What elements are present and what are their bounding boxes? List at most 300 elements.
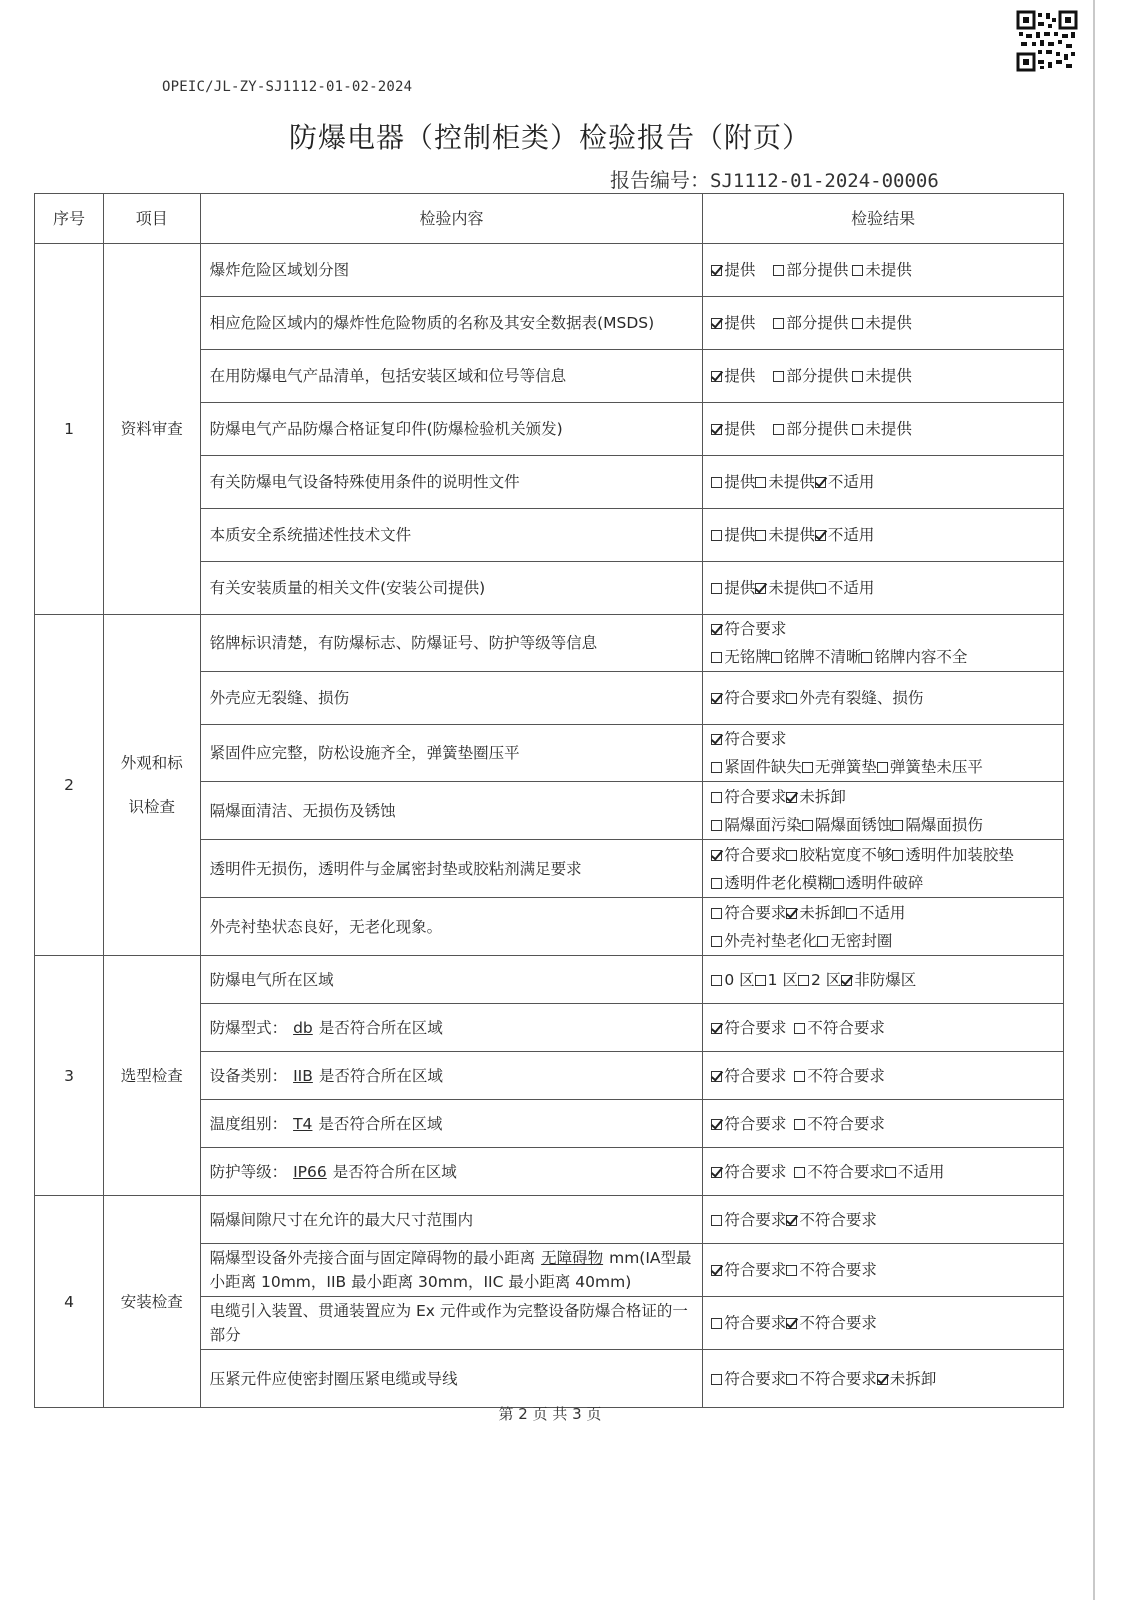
result-option-label: 符合要求 bbox=[724, 730, 787, 748]
header-result: 检验结果 bbox=[703, 194, 1064, 244]
result-option[interactable] bbox=[711, 1314, 786, 1332]
result-option-label: 提供 bbox=[724, 261, 756, 279]
checked-box-icon[interactable] bbox=[711, 693, 722, 704]
inspection-result bbox=[703, 1004, 1064, 1052]
result-option[interactable] bbox=[798, 971, 841, 989]
result-option[interactable] bbox=[711, 874, 833, 892]
content-fill-value: 无障碍物 bbox=[541, 1249, 604, 1267]
unchecked-box-icon[interactable] bbox=[711, 1374, 722, 1385]
result-option[interactable] bbox=[711, 1211, 786, 1229]
result-line bbox=[711, 783, 1054, 811]
result-option-label: 提供 bbox=[724, 367, 756, 385]
result-option-label: 部分提供 bbox=[786, 261, 849, 279]
result-line bbox=[711, 725, 1054, 753]
result-option-label: 提供 bbox=[724, 420, 756, 438]
result-option-label: 未拆卸 bbox=[799, 787, 846, 806]
unchecked-box-icon[interactable] bbox=[755, 477, 766, 488]
inspection-result bbox=[703, 1350, 1064, 1408]
section-item bbox=[104, 1196, 201, 1408]
unchecked-box-icon[interactable] bbox=[773, 318, 784, 329]
result-option[interactable] bbox=[852, 420, 912, 438]
result-option[interactable] bbox=[802, 816, 893, 834]
result-option-label: 不符合要求 bbox=[807, 1114, 885, 1133]
result-option[interactable] bbox=[802, 758, 877, 776]
inspection-content bbox=[200, 456, 703, 509]
content-text: 有关防爆电气设备特殊使用条件的说明性文件 bbox=[209, 473, 520, 491]
result-option[interactable] bbox=[711, 1163, 786, 1181]
result-option[interactable] bbox=[786, 1314, 877, 1332]
inspection-result bbox=[703, 725, 1064, 782]
content-prefix: 隔爆型设备外壳接合面与固定障碍物的最小距离 bbox=[209, 1249, 536, 1267]
unchecked-box-icon[interactable] bbox=[852, 318, 863, 329]
result-option[interactable] bbox=[711, 904, 786, 922]
result-option[interactable] bbox=[771, 648, 862, 666]
result-option[interactable] bbox=[877, 758, 983, 776]
checked-box-icon[interactable] bbox=[841, 975, 852, 986]
result-option-label: 提供 bbox=[724, 579, 756, 597]
result-line bbox=[711, 869, 1054, 897]
checked-box-icon[interactable] bbox=[815, 477, 826, 488]
content-prefix: 设备类别： bbox=[209, 1066, 288, 1085]
unchecked-box-icon[interactable] bbox=[798, 975, 809, 986]
section-number: 4 bbox=[35, 1196, 104, 1408]
result-option[interactable] bbox=[711, 648, 771, 666]
content-suffix: 是否符合所在区域 bbox=[318, 1066, 443, 1085]
result-option[interactable] bbox=[711, 1370, 786, 1388]
unchecked-box-icon[interactable] bbox=[711, 936, 722, 947]
unchecked-box-icon[interactable] bbox=[711, 820, 722, 831]
result-option-label: 不适用 bbox=[858, 903, 906, 922]
checked-box-icon[interactable] bbox=[711, 1023, 722, 1034]
page-edge-stamp bbox=[1093, 0, 1101, 1600]
checked-box-icon[interactable] bbox=[711, 1265, 722, 1276]
unchecked-box-icon[interactable] bbox=[794, 1119, 805, 1130]
result-line bbox=[711, 841, 1054, 869]
result-option[interactable] bbox=[711, 1115, 786, 1133]
result-option-label: 符合要求 bbox=[724, 689, 787, 707]
result-option[interactable] bbox=[711, 758, 802, 776]
content-fill-value: IP66 bbox=[293, 1162, 327, 1181]
checked-box-icon[interactable] bbox=[877, 1374, 888, 1385]
content-suffix: mm(IA型最小距离 10mm，IIB 最小距离 30mm，IIC 最小距离 40mm) bbox=[209, 1249, 692, 1291]
inspection-content bbox=[200, 562, 703, 615]
table-row bbox=[35, 615, 1064, 672]
inspection-result bbox=[703, 350, 1064, 403]
result-option[interactable] bbox=[711, 730, 786, 748]
checked-box-icon[interactable] bbox=[711, 1119, 722, 1130]
result-option-label: 1 区 bbox=[767, 970, 798, 989]
inspection-result bbox=[703, 403, 1064, 456]
inspection-table bbox=[34, 193, 1064, 1408]
result-option[interactable] bbox=[852, 314, 912, 332]
inspection-result bbox=[703, 562, 1064, 615]
result-option-label: 符合要求 bbox=[724, 1114, 787, 1133]
result-option-label: 未提供 bbox=[865, 420, 912, 438]
result-option-label: 符合要求 bbox=[724, 845, 787, 864]
content-text: 相应危险区域内的爆炸性危险物质的名称及其安全数据表(MSDS) bbox=[209, 314, 655, 332]
checked-box-icon[interactable] bbox=[755, 583, 766, 594]
unchecked-box-icon[interactable] bbox=[852, 424, 863, 435]
unchecked-box-icon[interactable] bbox=[755, 975, 766, 986]
result-option-label: 不适用 bbox=[827, 473, 875, 491]
result-option-label: 铭牌不清晰 bbox=[783, 648, 862, 666]
content-text: 压紧元件应使密封圈压紧电缆或导线 bbox=[209, 1369, 458, 1388]
result-option[interactable] bbox=[755, 971, 798, 989]
result-option[interactable] bbox=[711, 420, 755, 438]
result-option-label: 不符合要求 bbox=[807, 1162, 885, 1181]
content-text: 有关安装质量的相关文件(安装公司提供) bbox=[209, 579, 486, 597]
result-option[interactable] bbox=[794, 1115, 885, 1133]
unchecked-box-icon[interactable] bbox=[711, 975, 722, 986]
inspection-content bbox=[200, 1196, 703, 1244]
content-prefix: 防爆型式： bbox=[209, 1018, 288, 1037]
checked-box-icon[interactable] bbox=[786, 908, 797, 919]
result-option[interactable] bbox=[711, 971, 754, 989]
content-fill-value: db bbox=[293, 1018, 313, 1037]
inspection-content bbox=[200, 1297, 703, 1350]
result-option[interactable] bbox=[892, 816, 983, 834]
result-option-label: 符合要求 bbox=[724, 1369, 787, 1388]
result-option-label: 外壳衬垫老化 bbox=[724, 931, 818, 950]
unchecked-box-icon[interactable] bbox=[711, 878, 722, 889]
result-option-label: 不符合要求 bbox=[799, 1314, 877, 1332]
qr-code bbox=[1016, 10, 1078, 72]
checked-box-icon[interactable] bbox=[786, 1318, 797, 1329]
unchecked-box-icon[interactable] bbox=[846, 908, 857, 919]
content-text: 紧固件应完整，防松设施齐全，弹簧垫圈压平 bbox=[209, 744, 520, 762]
unchecked-box-icon[interactable] bbox=[711, 792, 722, 803]
checked-box-icon[interactable] bbox=[711, 265, 722, 276]
unchecked-box-icon[interactable] bbox=[794, 1023, 805, 1034]
result-option[interactable] bbox=[833, 874, 924, 892]
unchecked-box-icon[interactable] bbox=[892, 820, 903, 831]
result-option-label: 不符合要求 bbox=[799, 1369, 877, 1388]
inspection-content bbox=[200, 244, 703, 297]
content-text: 本质安全系统描述性技术文件 bbox=[209, 526, 412, 544]
result-option-label: 铭牌内容不全 bbox=[874, 648, 968, 666]
checked-box-icon[interactable] bbox=[711, 850, 722, 861]
section-item bbox=[104, 244, 201, 615]
section-item-line: 安装检查 bbox=[120, 1292, 183, 1311]
result-option-label: 隔爆面锈蚀 bbox=[814, 815, 893, 834]
result-option-label: 未提供 bbox=[865, 367, 912, 385]
result-option-label: 不适用 bbox=[827, 579, 875, 597]
result-option-label: 不符合要求 bbox=[807, 1066, 885, 1085]
result-option-label: 提供 bbox=[724, 473, 756, 491]
result-option[interactable] bbox=[711, 473, 755, 491]
result-option-label: 未提供 bbox=[865, 261, 912, 279]
table-row bbox=[35, 956, 1064, 1004]
result-option-label: 部分提供 bbox=[786, 367, 849, 385]
result-option-label: 透明件加装胶垫 bbox=[905, 845, 1014, 864]
result-option[interactable] bbox=[815, 526, 875, 544]
checked-box-icon[interactable] bbox=[711, 624, 722, 635]
result-option[interactable] bbox=[755, 579, 815, 597]
result-option-label: 部分提供 bbox=[786, 420, 849, 438]
content-suffix: 是否符合所在区域 bbox=[318, 1018, 443, 1037]
checked-box-icon[interactable] bbox=[786, 792, 797, 803]
unchecked-box-icon[interactable] bbox=[711, 477, 722, 488]
section-number: 1 bbox=[35, 244, 104, 615]
inspection-content bbox=[200, 350, 703, 403]
section-item-line: 识检查 bbox=[128, 798, 176, 816]
result-option-label: 提供 bbox=[724, 314, 756, 332]
result-option[interactable] bbox=[794, 1163, 885, 1181]
result-option-label: 外壳有裂缝、损伤 bbox=[799, 689, 924, 707]
inspection-content bbox=[200, 672, 703, 725]
unchecked-box-icon[interactable] bbox=[815, 583, 826, 594]
result-option-label: 未拆卸 bbox=[889, 1369, 937, 1388]
unchecked-box-icon[interactable] bbox=[861, 652, 872, 663]
unchecked-box-icon[interactable] bbox=[852, 265, 863, 276]
result-option[interactable] bbox=[815, 473, 875, 491]
inspection-result bbox=[703, 782, 1064, 840]
result-option-label: 未提供 bbox=[768, 526, 815, 544]
content-text: 防爆电气产品防爆合格证复印件(防爆检验机关颁发) bbox=[209, 420, 563, 438]
result-option[interactable] bbox=[794, 1019, 885, 1037]
result-option-label: 不符合要求 bbox=[799, 1261, 877, 1279]
result-option[interactable] bbox=[773, 314, 848, 332]
result-line bbox=[711, 811, 1054, 839]
table-row bbox=[35, 1196, 1064, 1244]
result-option-label: 未提供 bbox=[768, 579, 815, 597]
inspection-content bbox=[200, 898, 703, 956]
section-item bbox=[104, 615, 201, 956]
content-text: 隔爆间隙尺寸在允许的最大尺寸范围内 bbox=[209, 1210, 474, 1229]
unchecked-box-icon[interactable] bbox=[786, 693, 797, 704]
section-item-line: 选型检查 bbox=[120, 1066, 183, 1085]
result-option-label: 不符合要求 bbox=[807, 1018, 885, 1037]
unchecked-box-icon[interactable] bbox=[786, 1374, 797, 1385]
unchecked-box-icon[interactable] bbox=[786, 1265, 797, 1276]
result-option-label: 不符合要求 bbox=[799, 1210, 877, 1229]
report-number-value: SJ1112-01-2024-00006 bbox=[710, 170, 939, 192]
inspection-result bbox=[703, 509, 1064, 562]
result-option[interactable] bbox=[786, 1211, 877, 1229]
content-text: 外壳应无裂缝、损伤 bbox=[209, 689, 350, 707]
inspection-content bbox=[200, 840, 703, 898]
inspection-content bbox=[200, 725, 703, 782]
inspection-result bbox=[703, 1052, 1064, 1100]
result-option-label: 符合要求 bbox=[724, 1261, 787, 1279]
unchecked-box-icon[interactable] bbox=[711, 652, 722, 663]
result-option[interactable] bbox=[755, 473, 815, 491]
result-option-label: 不适用 bbox=[827, 526, 875, 544]
inspection-content bbox=[200, 615, 703, 672]
document-code: OPEIC/JL-ZY-SJ1112-01-02-2024 bbox=[162, 79, 413, 95]
result-option[interactable] bbox=[786, 846, 892, 864]
result-option-label: 透明件老化模糊 bbox=[724, 873, 833, 892]
checked-box-icon[interactable] bbox=[711, 1071, 722, 1082]
result-option[interactable] bbox=[711, 1261, 786, 1279]
result-option[interactable] bbox=[786, 904, 846, 922]
result-option-label: 符合要求 bbox=[724, 1162, 787, 1181]
result-line bbox=[711, 927, 1054, 955]
result-option[interactable] bbox=[755, 526, 815, 544]
checked-box-icon[interactable] bbox=[786, 1215, 797, 1226]
inspection-content bbox=[200, 403, 703, 456]
unchecked-box-icon[interactable] bbox=[794, 1167, 805, 1178]
inspection-result bbox=[703, 244, 1064, 297]
result-option-label: 无弹簧垫 bbox=[814, 758, 877, 776]
unchecked-box-icon[interactable] bbox=[711, 762, 722, 773]
inspection-result bbox=[703, 956, 1064, 1004]
unchecked-box-icon[interactable] bbox=[794, 1071, 805, 1082]
result-option-label: 符合要求 bbox=[724, 1210, 787, 1229]
result-option-label: 部分提供 bbox=[786, 314, 849, 332]
result-option[interactable] bbox=[841, 971, 916, 989]
inspection-content bbox=[200, 297, 703, 350]
inspection-result bbox=[703, 456, 1064, 509]
result-option[interactable] bbox=[852, 367, 912, 385]
result-option[interactable] bbox=[711, 846, 786, 864]
header-item: 项目 bbox=[104, 194, 201, 244]
result-option[interactable] bbox=[773, 261, 848, 279]
result-option[interactable] bbox=[892, 846, 1014, 864]
result-option[interactable] bbox=[711, 526, 755, 544]
result-option[interactable] bbox=[786, 788, 846, 806]
checked-box-icon[interactable] bbox=[711, 371, 722, 382]
result-option[interactable] bbox=[773, 367, 848, 385]
result-option[interactable] bbox=[711, 1067, 786, 1085]
inspection-result bbox=[703, 1100, 1064, 1148]
result-option[interactable] bbox=[817, 932, 892, 950]
inspection-result bbox=[703, 1244, 1064, 1297]
result-option-label: 非防爆区 bbox=[854, 970, 917, 989]
unchecked-box-icon[interactable] bbox=[786, 850, 797, 861]
unchecked-box-icon[interactable] bbox=[852, 371, 863, 382]
result-option-label: 隔爆面损伤 bbox=[905, 815, 983, 834]
inspection-result bbox=[703, 672, 1064, 725]
result-line bbox=[711, 899, 1054, 927]
result-option-label: 2 区 bbox=[810, 970, 842, 989]
content-text: 外壳衬垫状态良好，无老化现象。 bbox=[209, 917, 443, 936]
unchecked-box-icon[interactable] bbox=[802, 820, 813, 831]
result-option[interactable] bbox=[786, 1370, 877, 1388]
result-option[interactable] bbox=[711, 816, 802, 834]
result-option[interactable] bbox=[711, 932, 817, 950]
page-footer: 第 2 页 共 3 页 bbox=[498, 1405, 602, 1423]
checked-box-icon[interactable] bbox=[711, 1167, 722, 1178]
result-option[interactable] bbox=[711, 689, 786, 707]
unchecked-box-icon[interactable] bbox=[892, 850, 903, 861]
result-option-label: 未提供 bbox=[768, 473, 815, 491]
result-option-label: 隔爆面污染 bbox=[724, 815, 802, 834]
result-option-label: 符合要求 bbox=[724, 903, 787, 922]
checked-box-icon[interactable] bbox=[711, 424, 722, 435]
result-option[interactable] bbox=[711, 367, 755, 385]
unchecked-box-icon[interactable] bbox=[833, 878, 844, 889]
content-text: 爆炸危险区域划分图 bbox=[209, 261, 350, 279]
result-option[interactable] bbox=[861, 648, 967, 666]
unchecked-box-icon[interactable] bbox=[885, 1167, 896, 1178]
result-option[interactable] bbox=[877, 1370, 937, 1388]
result-option-label: 弹簧垫未压平 bbox=[889, 758, 983, 776]
inspection-result bbox=[703, 297, 1064, 350]
result-option-label: 不适用 bbox=[897, 1162, 945, 1181]
result-option-label: 未提供 bbox=[865, 314, 912, 332]
result-option[interactable] bbox=[786, 689, 923, 707]
result-option[interactable] bbox=[885, 1163, 945, 1181]
inspection-result bbox=[703, 615, 1064, 672]
result-option-label: 无密封圈 bbox=[830, 931, 893, 950]
unchecked-box-icon[interactable] bbox=[802, 762, 813, 773]
content-text: 在用防爆电气产品清单，包括安装区域和位号等信息 bbox=[209, 367, 567, 385]
unchecked-box-icon[interactable] bbox=[773, 424, 784, 435]
result-option[interactable] bbox=[711, 579, 755, 597]
result-option[interactable] bbox=[786, 1261, 877, 1279]
section-number: 2 bbox=[35, 615, 104, 956]
result-option-label: 符合要求 bbox=[724, 1018, 787, 1037]
inspection-content bbox=[200, 1244, 703, 1297]
result-option[interactable] bbox=[711, 620, 786, 638]
inspection-content bbox=[200, 782, 703, 840]
result-option[interactable] bbox=[794, 1067, 885, 1085]
result-option-label: 未拆卸 bbox=[799, 903, 846, 922]
result-option[interactable] bbox=[852, 261, 912, 279]
checked-box-icon[interactable] bbox=[711, 734, 722, 745]
checked-box-icon[interactable] bbox=[711, 318, 722, 329]
unchecked-box-icon[interactable] bbox=[711, 530, 722, 541]
result-option-label: 无铭牌 bbox=[724, 648, 771, 666]
inspection-content bbox=[200, 956, 703, 1004]
section-item-line: 外观和标 bbox=[120, 754, 183, 772]
report-number bbox=[610, 164, 939, 193]
content-text: 隔爆面清洁、无损伤及锈蚀 bbox=[209, 801, 396, 820]
header-content: 检验内容 bbox=[200, 194, 703, 244]
inspection-result bbox=[703, 840, 1064, 898]
content-fill-value: T4 bbox=[293, 1114, 313, 1133]
page-title: 防爆电器（控制柜类）检验报告（附页） bbox=[288, 121, 811, 154]
inspection-content bbox=[200, 1148, 703, 1196]
unchecked-box-icon[interactable] bbox=[755, 530, 766, 541]
content-suffix: 是否符合所在区域 bbox=[318, 1114, 443, 1133]
unchecked-box-icon[interactable] bbox=[817, 936, 828, 947]
unchecked-box-icon[interactable] bbox=[877, 762, 888, 773]
result-option-label: 符合要求 bbox=[724, 787, 787, 806]
unchecked-box-icon[interactable] bbox=[773, 371, 784, 382]
unchecked-box-icon[interactable] bbox=[711, 1318, 722, 1329]
result-option[interactable] bbox=[711, 1019, 786, 1037]
result-line bbox=[711, 615, 1054, 643]
unchecked-box-icon[interactable] bbox=[711, 1215, 722, 1226]
inspection-content bbox=[200, 509, 703, 562]
result-option[interactable] bbox=[711, 314, 755, 332]
checked-box-icon[interactable] bbox=[815, 530, 826, 541]
result-line bbox=[711, 643, 1054, 671]
result-option[interactable] bbox=[773, 420, 848, 438]
inspection-content bbox=[200, 1004, 703, 1052]
inspection-result bbox=[703, 1196, 1064, 1244]
unchecked-box-icon[interactable] bbox=[771, 652, 782, 663]
result-option[interactable] bbox=[815, 579, 875, 597]
result-option-label: 0 区 bbox=[724, 970, 755, 989]
inspection-result bbox=[703, 898, 1064, 956]
report-number-label: 报告编号： bbox=[610, 168, 710, 192]
unchecked-box-icon[interactable] bbox=[711, 908, 722, 919]
result-option[interactable] bbox=[846, 904, 906, 922]
result-option[interactable] bbox=[711, 261, 755, 279]
result-option-label: 符合要求 bbox=[724, 1314, 787, 1332]
unchecked-box-icon[interactable] bbox=[773, 265, 784, 276]
section-number: 3 bbox=[35, 956, 104, 1196]
result-option[interactable] bbox=[711, 788, 786, 806]
header-no: 序号 bbox=[35, 194, 104, 244]
result-option-label: 紧固件缺失 bbox=[724, 758, 802, 776]
unchecked-box-icon[interactable] bbox=[711, 583, 722, 594]
content-prefix: 防护等级： bbox=[209, 1162, 288, 1181]
result-option-label: 符合要求 bbox=[724, 1066, 787, 1085]
